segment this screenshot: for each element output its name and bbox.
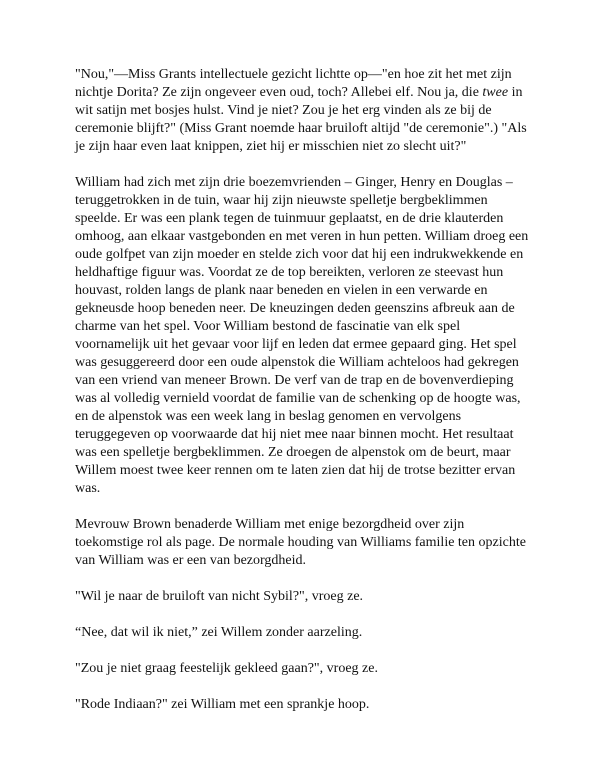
paragraph-text: William had zich met zijn drie boezemvrienden – Ginger, Henry en Douglas – teruggetrokken in de tuin, waar hij zijn nieuwste spelletje bergbeklimmen speelde. Er was een plank tegen de tuinmuur geplaatst, en de drie klauterden omhoog, aan elkaar vastgebonden en met veren in hun petten. William droeg een oude golfpet van zijn moeder en stelde zich voor dat hij een indrukwekkende en heldhaftige figuur was. Voordat ze de top bereikten, verloren ze steevast hun houvast, rolden langs de plank naar beneden en vielen in een verwarde en gekneusde hoop beneden neer. De kneuzingen deden geenszins afbreuk aan de charme van het spel. Voor William bestond de fascinatie van elk spel voornamelijk uit het gevaar voor lijf en leden dat ermee gepaard ging. Het spel was gesuggereerd door een oude alpenstok die William achteloos had gekregen van een vriend van meneer Brown. De verf van de trap en de bovenverdieping was al volledig vernield voordat de familie van de schenking op de hoogte was, en de alpenstok was een week lang in beslag genomen en vervolgens teruggegeven op voorwaarde dat hij niet mee naar binnen mocht. Het resultaat was een spelletje bergbeklimmen. Ze droegen de alpenstok om de beurt, maar Willem moest twee keer rennen om te laten zien dat hij de trotse bezitter ervan was.	[75, 175, 529, 496]
document-body	[75, 66, 535, 714]
paragraph-text: "Zou je niet graag feestelijk gekleed gaan?", vroeg ze.	[75, 661, 378, 676]
paragraph-text: “Nee, dat wil ik niet,” zei Willem zonder aarzeling.	[75, 625, 363, 640]
paragraph	[75, 174, 535, 498]
paragraph	[75, 660, 535, 678]
paragraph-text: Mevrouw Brown benaderde William met enige bezorgdheid over zijn toekomstige rol als page. De normale houding van Williams familie ten opzichte van William was er een van bezorgdheid.	[75, 517, 526, 568]
paragraph-text: "Wil je naar de bruiloft van nicht Sybil?", vroeg ze.	[75, 589, 364, 604]
paragraph-text: "Nou,"—Miss Grants intellectuele gezicht lichtte op—"en hoe zit het met zijn nichtje Dorita? Ze zijn ongeveer even oud, toch? Allebei elf. Nou ja, die	[75, 67, 512, 100]
paragraph	[75, 696, 535, 714]
paragraph	[75, 588, 535, 606]
paragraph	[75, 624, 535, 642]
paragraph-text: "Rode Indiaan?" zei William met een sprankje hoop.	[75, 697, 370, 712]
paragraph	[75, 516, 535, 570]
paragraph-text: in wit satijn met bosjes hulst. Vind je niet? Zou je het erg vinden als ze bij de ceremonie blijft?" (Miss Grant noemde haar bruiloft altijd "de ceremonie".) "Als je zijn haar even laat knippen, ziet hij er misschien niet zo slecht uit?"	[75, 85, 527, 154]
emphasized-text: twee	[482, 85, 509, 100]
paragraph	[75, 66, 535, 156]
